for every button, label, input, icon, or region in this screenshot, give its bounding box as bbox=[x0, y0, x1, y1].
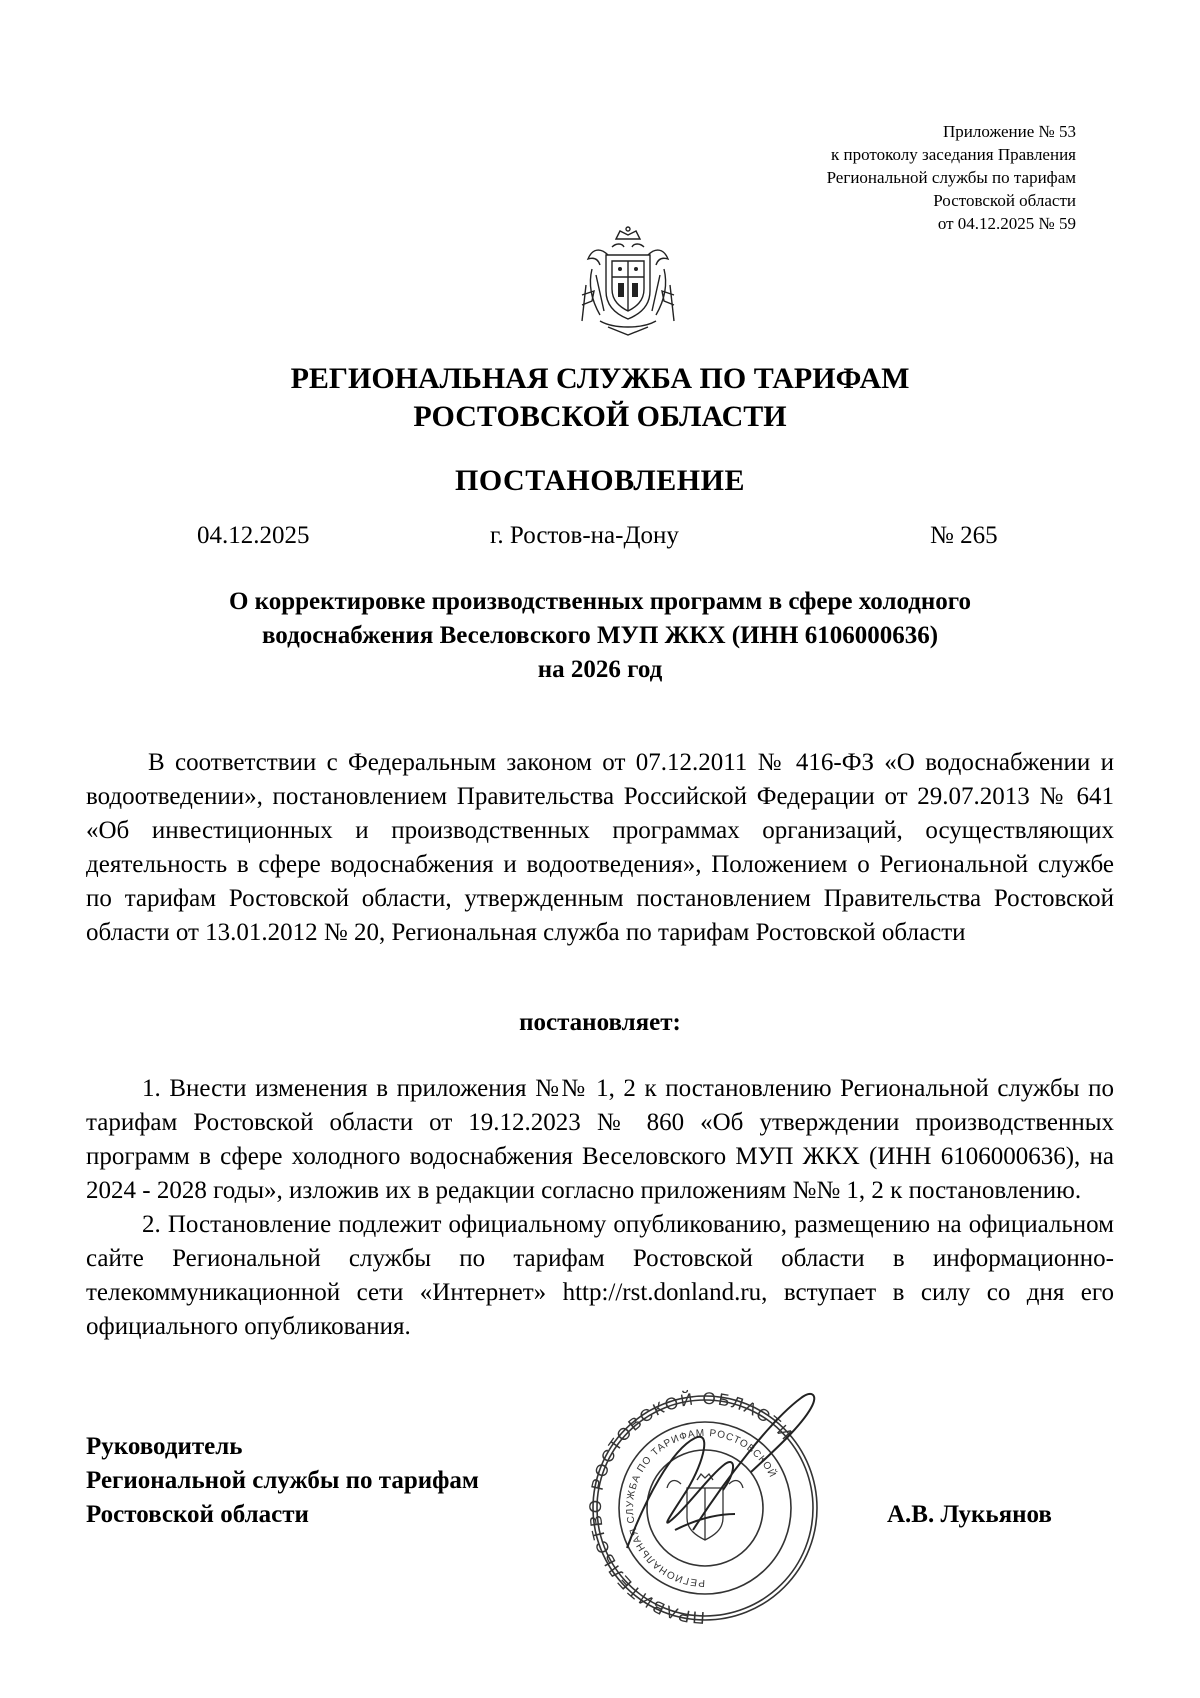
seal-outer-text: ПРАВИТЕЛЬСТВО РОСТОВСКОЙ ОБЛАСТИ bbox=[585, 1388, 797, 1628]
svg-text:ПРАВИТЕЛЬСТВО РОСТОВСКОЙ ОБЛАС bbox=[586, 1389, 797, 1627]
official-seal-icon bbox=[575, 1380, 835, 1630]
document-subject bbox=[130, 585, 1070, 687]
subject-line: О корректировке производственных программ в сфере холодного bbox=[228, 588, 972, 615]
signatory-title-line: Ростовской области bbox=[86, 1501, 309, 1528]
seal-inner-text: РЕГИОНАЛЬНАЯ СЛУЖБА ПО ТАРИФАМ РОСТОВСКОЙ bbox=[624, 1427, 778, 1589]
subject-line: водоснабжения Веселовского МУП ЖКХ (ИНН 6106000636) bbox=[261, 622, 939, 649]
annex-line: от 04.12.2025 № 59 bbox=[937, 214, 1076, 233]
coat-of-arms-icon bbox=[578, 225, 678, 338]
preamble-paragraph: В соответствии с Федеральным законом от 07.12.2011 № 416-ФЗ «О водоснабжении и водоотведении», постановлением Правительства Российской Федерации от 29.07.2013 № 641 «Об инвестиционных и производственных программах организаций, осуществляющих деятельность в сфере водоснабжения и водоотведения», Положением о Региональной службе по тарифам Ростовской области, утвержденным постановлением Правительства Ростовской области от 13.01.2012 № 20, Региональная служба по тарифам Ростовской области bbox=[86, 749, 1114, 946]
decree-word: постановляет: bbox=[519, 1009, 681, 1036]
document-number: № 265 bbox=[930, 522, 998, 549]
signatory-title-line: Руководитель bbox=[86, 1433, 243, 1460]
subject-line: на 2026 год bbox=[537, 656, 663, 683]
signatory-name: А.В. Лукьянов bbox=[887, 1501, 1052, 1528]
organization-line: РЕГИОНАЛЬНАЯ СЛУЖБА ПО ТАРИФАМ bbox=[290, 362, 910, 395]
annex-line: к протоколу заседания Правления bbox=[831, 145, 1076, 164]
decree-item: 1. Внести изменения в приложения №№ 1, 2 к постановлению Региональной службы по тарифам Ростовской области от 19.12.2023 № 860 «Об утверждении производственных программ в сфере холодного водоснабжения Веселовского МУП ЖКХ (ИНН 6106000636), на 2024 - 2028 годы», изложив их в редакции согласно приложениям №№ 1, 2 к постановлению. bbox=[86, 1075, 1114, 1204]
annex-line: Приложение № 53 bbox=[943, 122, 1076, 141]
signatory-title bbox=[86, 1430, 479, 1532]
decree-item: 2. Постановление подлежит официальному опубликованию, размещению на официальном сайте Региональной службы по тарифам Ростовской области в информационно-телекоммуникационной сети «Интернет» http://rst.donland.ru, вступает в силу со дня его официального опубликования. bbox=[86, 1211, 1114, 1340]
document-city: г. Ростов-на-Дону bbox=[490, 522, 679, 549]
organization-name bbox=[0, 360, 1200, 436]
annex-reference bbox=[827, 120, 1076, 235]
annex-line: Ростовской области bbox=[933, 191, 1076, 210]
document-date: 04.12.2025 bbox=[197, 522, 310, 549]
decree-items bbox=[86, 1072, 1114, 1344]
annex-line: Региональной службы по тарифам bbox=[826, 168, 1076, 187]
organization-line: РОСТОВСКОЙ ОБЛАСТИ bbox=[413, 400, 787, 433]
document-type: ПОСТАНОВЛЕНИЕ bbox=[455, 464, 745, 497]
signatory-title-line: Региональной службы по тарифам bbox=[86, 1467, 479, 1494]
